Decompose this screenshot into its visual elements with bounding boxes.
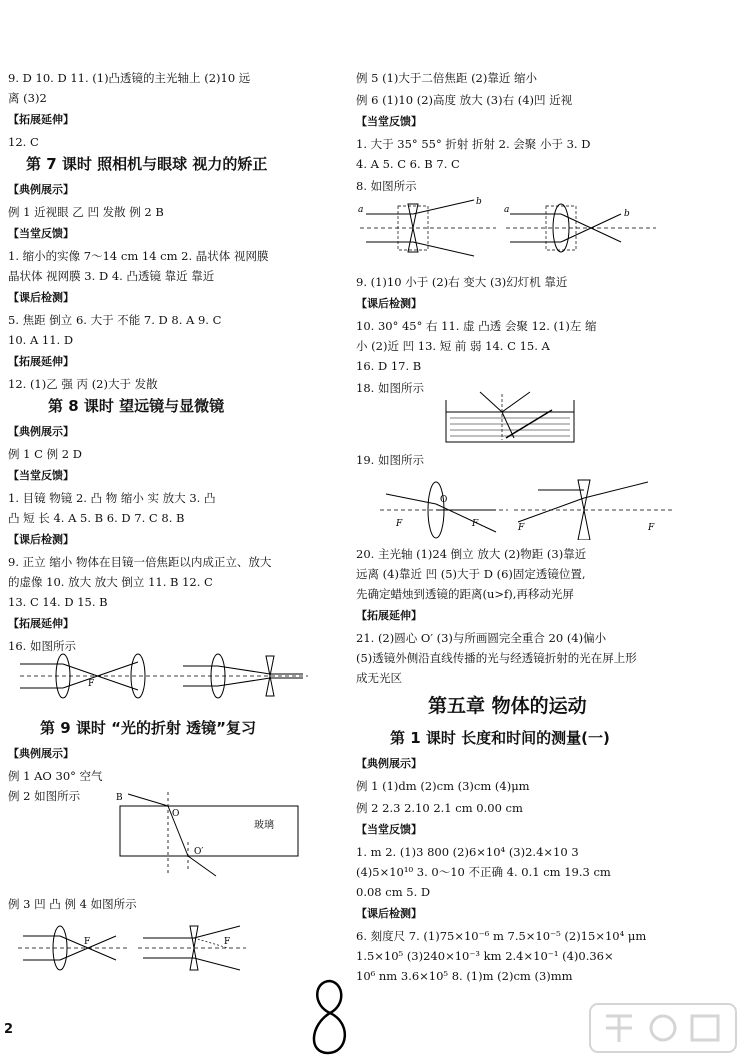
answer-line: (5)透镜外侧沿直线传播的光与经透镜折射的光在屏上形 — [356, 651, 637, 665]
ray-b-label: b — [624, 209, 630, 219]
optical-center-label: O — [440, 495, 448, 505]
answer-line: 12. (1)乙 强 丙 (2)大于 发散 — [8, 377, 158, 391]
answer-line: (4)5×10¹⁰ 3. 0～10 不正确 4. 0.1 cm 19.3 cm — [356, 865, 611, 879]
answer-line: 例 2 如图所示 — [8, 789, 81, 803]
answer-line: 远离 (4)靠近 凹 (5)大于 D (6)固定透镜位置, — [356, 567, 586, 581]
answer-line: 先确定蜡烛到透镜的距离(u>f),再移动光屏 — [356, 587, 574, 601]
section-tag: 【当堂反馈】 — [356, 115, 422, 128]
answer-line: 10. A 11. D — [8, 333, 74, 347]
chapter-title: 第五章 物体的运动 — [428, 695, 587, 717]
answer-line: 18. 如图所示 — [356, 381, 424, 395]
answer-line: 5. 焦距 倒立 6. 大于 不能 7. D 8. A 9. C — [8, 313, 222, 327]
answer-line: 小 (2)近 凹 13. 短 前 弱 14. C 15. A — [356, 339, 550, 353]
answer-line: 9. D 10. D 11. (1)凸透镜的主光轴上 (2)10 远 — [8, 71, 251, 85]
answer-line: 例 2 2.3 2.10 2.1 cm 0.00 cm — [356, 801, 523, 815]
answer-line: 例 1 近视眼 乙 凹 发散 例 2 B — [8, 205, 164, 219]
answer-line: 12. C — [8, 135, 39, 149]
focus-label: F — [396, 519, 403, 529]
answer-line: 1.5×10⁵ (3)240×10⁻³ km 2.4×10⁻¹ (4)0.36× — [356, 949, 614, 963]
focus-label: F — [518, 523, 525, 533]
answer-line: 例 1 (1)dm (2)cm (3)cm (4)μm — [356, 779, 530, 793]
section-tag: 【课后检测】 — [8, 533, 74, 546]
point-o-prime-label: O′ — [194, 847, 204, 857]
figure-8-lens-diagram — [356, 196, 676, 260]
answer-line: 晶状体 视网膜 3. D 4. 凸透镜 靠近 靠近 — [8, 269, 215, 283]
ray-a-label: a — [504, 205, 510, 215]
example-4-lens-diagram — [18, 918, 248, 976]
figure-18-water-tank — [440, 390, 580, 448]
answer-line: 4. A 5. C 6. B 7. C — [356, 157, 460, 171]
focus-label: F — [472, 519, 479, 529]
lesson-title: 第 8 课时 望远镜与显微镜 — [48, 397, 225, 415]
section-tag: 【课后检测】 — [356, 907, 422, 920]
section-tag: 【课后检测】 — [356, 297, 422, 310]
answer-line: 1. 大于 35° 55° 折射 折射 2. 会聚 小于 3. D — [356, 137, 591, 151]
focus-label: F — [648, 523, 655, 533]
point-b-label: B — [116, 793, 123, 803]
answer-line: 13. C 14. D 15. B — [8, 595, 108, 609]
section-tag: 【拓展延伸】 — [8, 355, 74, 368]
answer-line: 16. 如图所示 — [8, 639, 76, 653]
answer-line: 例 1 AO 30° 空气 — [8, 769, 103, 783]
answer-line: 16. D 17. B — [356, 359, 422, 373]
section-tag: 【当堂反馈】 — [356, 823, 422, 836]
answer-line: 例 5 (1)大于二倍焦距 (2)靠近 缩小 — [356, 71, 538, 85]
focus-label: F — [88, 679, 95, 689]
page-number: 2 — [4, 1022, 14, 1037]
section-tag: 【典例展示】 — [8, 747, 74, 760]
answer-line: 例 6 (1)10 (2)高度 放大 (3)右 (4)凹 近视 — [356, 93, 573, 107]
figure-19-lens-diagram — [378, 470, 678, 540]
answer-line: 19. 如图所示 — [356, 453, 424, 467]
section-tag: 【当堂反馈】 — [8, 227, 74, 240]
ray-a-label: a — [358, 205, 364, 215]
section-tag: 【典例展示】 — [356, 757, 422, 770]
answer-line: 成无光区 — [356, 671, 402, 685]
section-tag: 【拓展延伸】 — [356, 609, 422, 622]
ray-b-label: b — [476, 197, 482, 207]
lesson-title: 第 1 课时 长度和时间的测量(一) — [390, 729, 610, 747]
section-tag: 【课后检测】 — [8, 291, 74, 304]
answer-line: 21. (2)圆心 O′ (3)与所画圆完全重合 20 (4)偏小 — [356, 631, 607, 645]
focus-label: F — [84, 937, 91, 947]
answer-line: 6. 刻度尺 7. (1)75×10⁻⁶ m 7.5×10⁻⁵ (2)15×10⁴ μm — [356, 929, 647, 943]
answer-line: 例 1 C 例 2 D — [8, 447, 82, 461]
answer-line: 凸 短 长 4. A 5. B 6. D 7. C 8. B — [8, 511, 185, 525]
answer-line: 例 3 凹 凸 例 4 如图所示 — [8, 897, 137, 911]
answer-line: 1. 目镜 物镜 2. 凸 物 缩小 实 放大 3. 凸 — [8, 491, 216, 505]
section-tag: 【典例展示】 — [8, 425, 74, 438]
lesson-title: 第 7 课时 照相机与眼球 视力的矫正 — [26, 155, 268, 173]
point-o-label: O — [172, 809, 180, 819]
section-tag: 【拓展延伸】 — [8, 617, 74, 630]
answer-line: 9. 正立 缩小 物体在目镜一倍焦距以内成正立、放大 — [8, 555, 272, 569]
figure-16-lens-diagram — [18, 648, 318, 704]
answer-line: 的虚像 10. 放大 放大 倒立 11. B 12. C — [8, 575, 213, 589]
answer-line: 0.08 cm 5. D — [356, 885, 431, 899]
answer-line: 10⁶ nm 3.6×10⁵ 8. (1)m (2)cm (3)mm — [356, 969, 573, 983]
example-2-glass-refraction — [108, 788, 308, 880]
answer-line: 20. 主光轴 (1)24 倒立 放大 (2)物距 (3)靠近 — [356, 547, 587, 561]
focus-label: F — [224, 937, 231, 947]
answer-line: 10. 30° 45° 右 11. 虚 凸透 会聚 12. (1)左 缩 — [356, 319, 597, 333]
section-tag: 【当堂反馈】 — [8, 469, 74, 482]
lesson-title: 第 9 课时 “光的折射 透镜”复习 — [40, 719, 257, 737]
answer-line: 1. m 2. (1)3 800 (2)6×10⁴ (3)2.4×10 3 — [356, 845, 579, 859]
answer-line: 9. (1)10 小于 (2)右 变大 (3)幻灯机 靠近 — [356, 275, 568, 289]
answer-line: 离 (3)2 — [8, 91, 47, 105]
watermark-logo — [588, 1002, 738, 1054]
section-tag: 【典例展示】 — [8, 183, 74, 196]
section-tag: 【拓展延伸】 — [8, 113, 74, 126]
answer-line: 1. 缩小的实像 7～14 cm 14 cm 2. 晶状体 视网膜 — [8, 249, 269, 263]
answer-line: 8. 如图所示 — [356, 179, 417, 193]
handwritten-eight — [300, 975, 360, 1059]
glass-label: 玻璃 — [254, 820, 274, 831]
